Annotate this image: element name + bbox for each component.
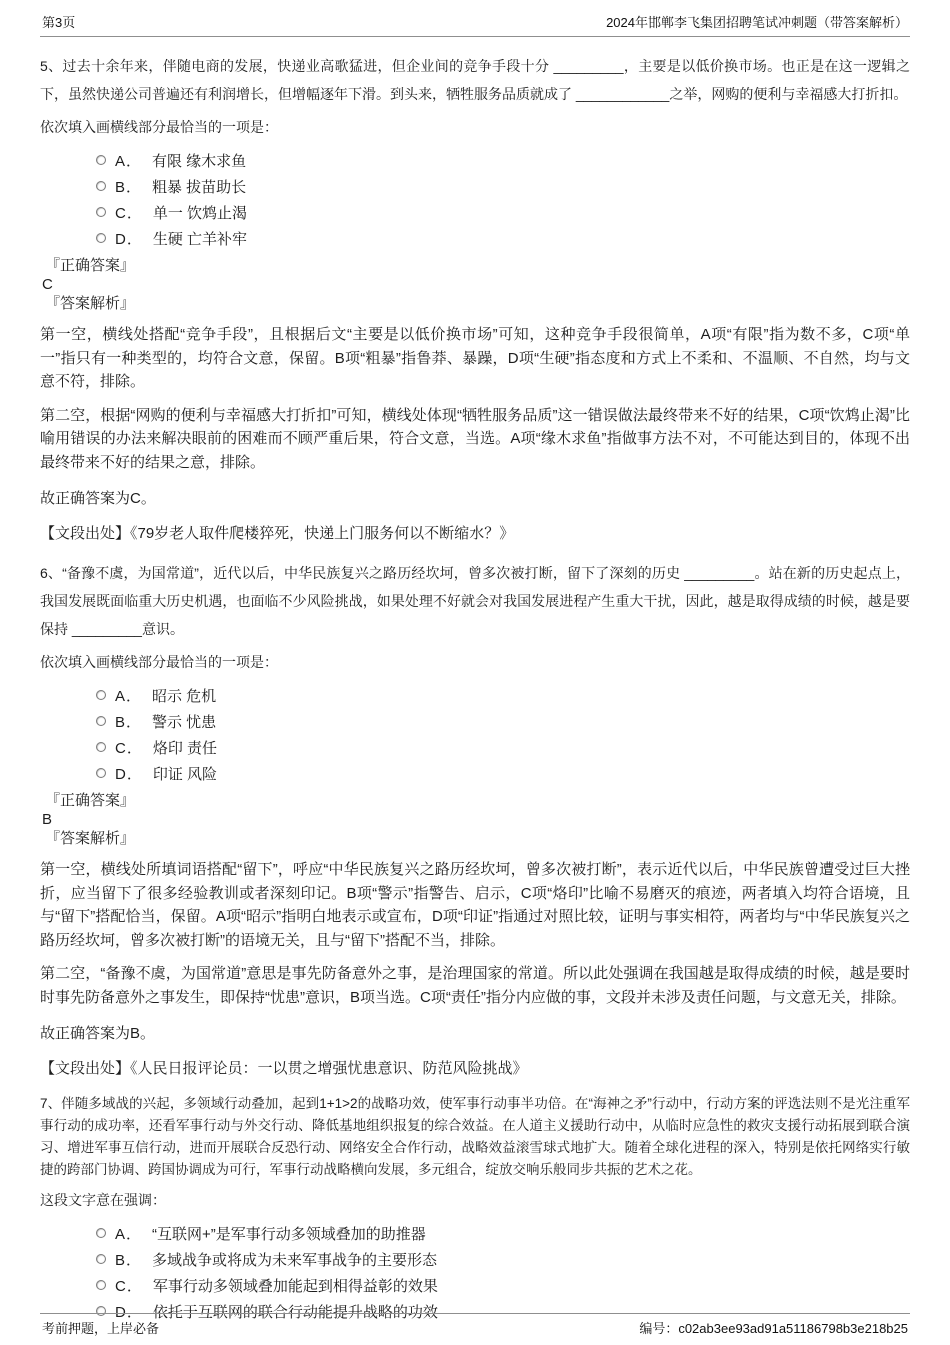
option-text: “互联网+”是军事行动多领域叠加的助推器 [152, 1225, 426, 1243]
option-text: 警示 忧患 [152, 713, 217, 731]
option-text: 印证 风险 [152, 765, 218, 783]
option-text: 有限 缘木求鱼 [152, 152, 247, 170]
question-6-answer-block [40, 791, 910, 848]
question-6-analysis-paragraph-1: 第一空，横线处所填词语搭配“留下”，呼应“中华民族复兴之路历经坎坷，曾多次被打断”，表示近代以后，中华民族曾遭受过巨大挫折，应当留下了很多经验教训或者深刻印记。B项“警示”指警告、启示，C项“烙印”比喻不易磨灭的痕迹，两者填入均符合语境，且与“留下”搭配恰当，保留。A项“昭示”指明白地表示或宣布，D项“印证”指通过对照比较，证明与事实相符，两者均与“中华民族复兴之路历经坎坷，曾多次被打断”的语境无关，且与“留下”搭配不当，排除。 [40, 861, 910, 949]
question-7-options [96, 1220, 910, 1324]
document-title: 2024年邯郸李飞集团招聘笔试冲刺题（带答案解析） [606, 15, 908, 30]
correct-answer-value: B [42, 811, 53, 828]
footer-slogan: 考前押题，上岸必备 [42, 1321, 160, 1336]
correct-answer-label: 『正确答案』 [45, 257, 136, 274]
question-5-option-c [96, 199, 910, 225]
radio-button-icon[interactable] [96, 155, 106, 165]
question-5-option-b [96, 173, 910, 199]
radio-button-icon[interactable] [96, 1280, 106, 1290]
radio-button-icon[interactable] [96, 1254, 106, 1264]
question-6-options [96, 682, 910, 786]
question-7-prompt: 这段文字意在强调： [40, 1192, 166, 1208]
footer-serial-number: 编号：c02ab3ee93ad91a51186798b3e218b25 [639, 1321, 908, 1336]
question-7-stem: 7、伴随多域战的兴起，多领域行动叠加，起到1+1>2的战略功效，使军事行动事半功倍。在“海神之矛”行动中，行动方案的评选法则不是光注重军事行动的成功率，还看军事行动与外交行动、降低基地组织报复的综合效益。在人道主义援助行动中，从临时应急性的救灾支援行动拓展到联合演习、增进军事互信行动，进而开展联合反恐行动、网络安全合作行动，战略效益滚雪球式地扩大。随着全球化进程的深入，特别是依托网络实行敏捷的跨部门协调、跨国协调成为可行，军事行动战略横向发展，多元组合，绽放交响乐般同步共振的艺术之花。 [40, 1096, 910, 1177]
option-text: 多域战争或将成为未来军事战争的主要形态 [152, 1251, 438, 1269]
correct-answer-value: C [42, 276, 53, 293]
question-5-option-a [96, 147, 910, 173]
question-5-analysis-paragraph-2: 第二空，根据“网购的便利与幸福感大打折扣”可知，横线处体现“牺牲服务品质”这一错误做法最终带来不好的结果，C项“饮鸩止渴”比喻用错误的办法来解决眼前的困难而不顾严重后果，符合文意，当选。A项“缘木求鱼”指做事方法不对，不可能达到目的，体现不出最终带来不好的结果之意，排除。 [40, 406, 910, 471]
question-5-options [96, 147, 910, 251]
question-7-option-a [96, 1220, 910, 1246]
radio-button-icon[interactable] [96, 690, 106, 700]
option-letter: D． [115, 1303, 143, 1321]
option-letter: D． [115, 765, 143, 783]
question-6-option-b [96, 708, 910, 734]
question-5-analysis-paragraph-1: 第一空，横线处搭配“竞争手段”，且根据后文“主要是以低价换市场”可知，这种竞争手段很简单，A项“有限”指为数不多，C项“单一”指只有一种类型的，均符合文意，保留。B项“粗暴”指鲁莽、暴躁，D项“生硬”指态度和方式上不柔和、不温顺、不自然，均与文意不符，排除。 [40, 326, 910, 390]
question-5-verdict: 故正确答案为C。 [40, 490, 156, 507]
option-letter: A． [115, 152, 143, 170]
option-text: 单一 饮鸩止渴 [152, 204, 248, 222]
question-5-source: 【文段出处】《79岁老人取件爬楼猝死，快递上门服务何以不断缩水？》 [40, 525, 515, 542]
radio-button-icon[interactable] [96, 233, 106, 243]
question-6-option-a [96, 682, 910, 708]
question-5-answer-block [40, 256, 910, 313]
option-letter: C． [115, 1277, 143, 1295]
radio-button-icon[interactable] [96, 768, 106, 778]
question-5-prompt: 依次填入画横线部分最恰当的一项是： [40, 119, 278, 135]
option-text: 生硬 亡羊补牢 [152, 230, 248, 248]
radio-button-icon[interactable] [96, 1228, 106, 1238]
option-letter: B． [115, 1251, 143, 1269]
question-5-stem: 5、过去十余年来，伴随电商的发展，快递业高歌猛进，但企业间的竞争手段十分 _________，主要是以低价换市场。也正是在这一逻辑之下，虽然快递公司普遍还有利润增长，但增幅逐年下滑。到头来，牺牲服务品质就成了 ____________之举，网购的便利与幸福感大打折扣。 [40, 58, 910, 102]
radio-button-icon[interactable] [96, 181, 106, 191]
analysis-label: 『答案解析』 [45, 830, 136, 847]
option-letter: B． [115, 178, 143, 196]
question-6-verdict: 故正确答案为B。 [40, 1025, 156, 1042]
radio-button-icon[interactable] [96, 716, 106, 726]
correct-answer-label: 『正确答案』 [45, 792, 136, 809]
option-letter: D． [115, 230, 143, 248]
option-text: 粗暴 拔苗助长 [152, 178, 247, 196]
question-6-source: 【文段出处】《人民日报评论员：一以贯之增强忧患意识、防范风险挑战》 [40, 1060, 528, 1077]
option-text: 军事行动多领域叠加能起到相得益彰的效果 [152, 1277, 438, 1295]
radio-button-icon[interactable] [96, 207, 106, 217]
question-6-stem: 6、“备豫不虞，为国常道”，近代以后，中华民族复兴之路历经坎坷，曾多次被打断，留下了深刻的历史 _________。站在新的历史起点上，我国发展既面临重大历史机遇，也面临不少风险挑战，如果处理不好就会对我国发展进程产生重大干扰，因此，越是取得成绩的时候，越是要保持 _________意识。 [40, 565, 910, 637]
question-7-option-b [96, 1246, 910, 1272]
option-text: 依托于互联网的联合行动能提升战略的功效 [152, 1303, 438, 1321]
option-text: 烙印 责任 [152, 739, 218, 757]
radio-button-icon[interactable] [96, 742, 106, 752]
option-letter: A． [115, 1225, 143, 1243]
option-letter: C． [115, 739, 143, 757]
question-6-option-c [96, 734, 910, 760]
option-letter: A． [115, 687, 143, 705]
question-6-prompt: 依次填入画横线部分最恰当的一项是： [40, 654, 278, 670]
page-number: 第3页 [42, 15, 76, 30]
question-5-option-d [96, 225, 910, 251]
question-7-option-c [96, 1272, 910, 1298]
option-letter: C． [115, 204, 143, 222]
page-header [40, 0, 910, 37]
question-6-analysis-paragraph-2: 第二空，“备豫不虞，为国常道”意思是事先防备意外之事，是治理国家的常道。所以此处强调在我国越是取得成绩的时候，越是要时时事先防备意外之事发生，即保持“忧患”意识，B项当选。C项“责任”指分内应做的事，文段并未涉及责任问题，与文意无关，排除。 [40, 965, 910, 1006]
page-footer [40, 1313, 910, 1337]
option-text: 昭示 危机 [152, 687, 217, 705]
analysis-label: 『答案解析』 [45, 295, 136, 312]
question-6-option-d [96, 760, 910, 786]
option-letter: B． [115, 713, 143, 731]
